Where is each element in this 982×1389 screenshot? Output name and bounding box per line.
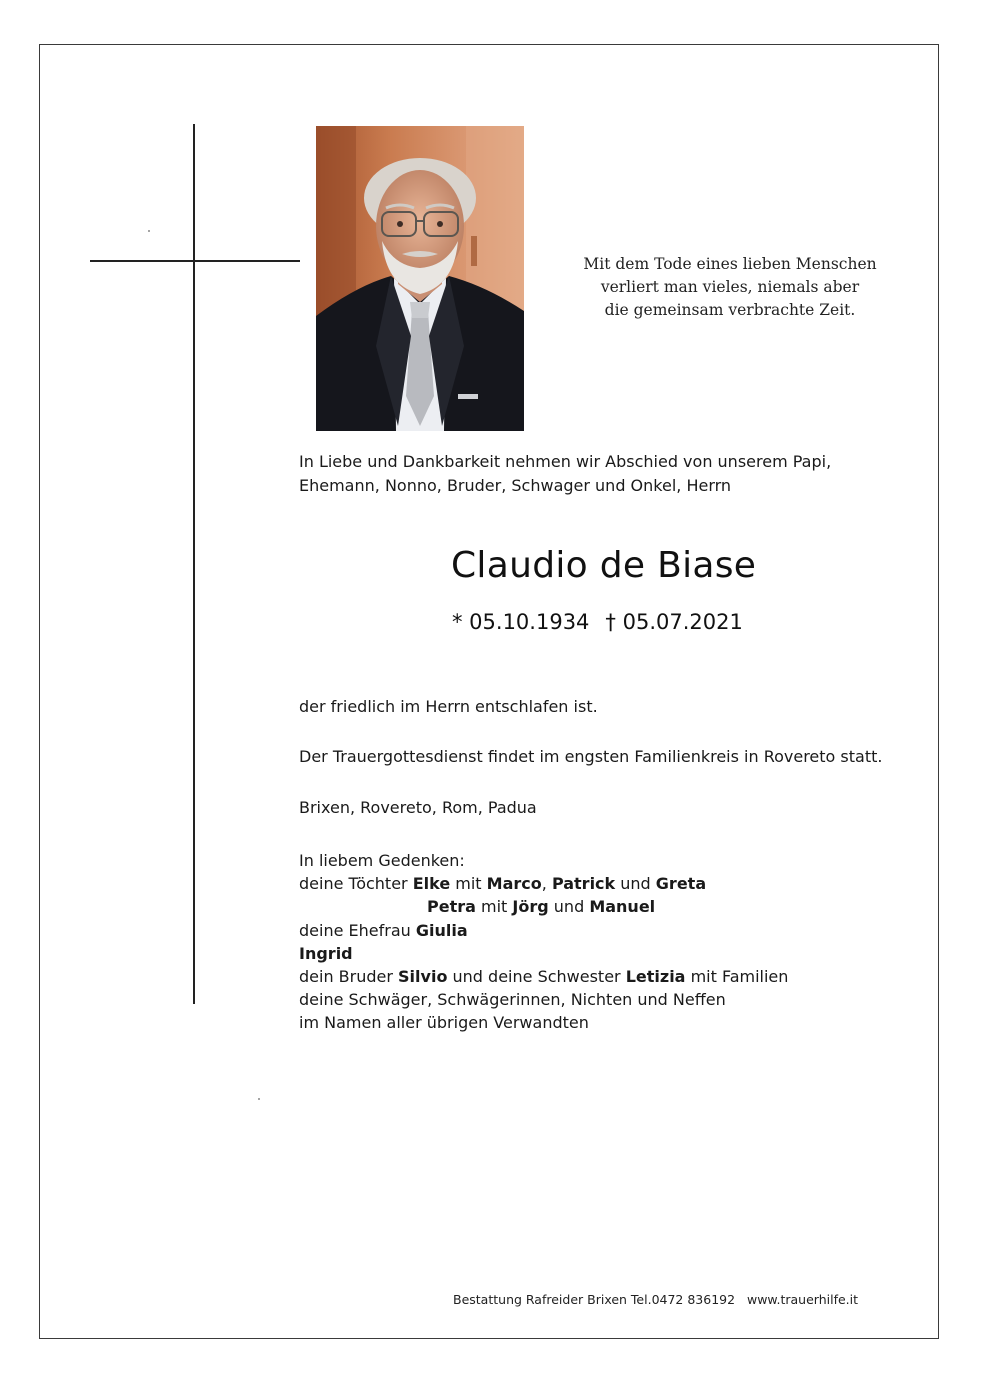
mourner-name: Jörg [512, 897, 549, 917]
connector: mit [475, 897, 513, 917]
mourner-name: Ingrid [299, 943, 353, 963]
cross-horizontal-bar [90, 260, 300, 262]
mourners-heading: In liebem Gedenken: [299, 851, 465, 870]
mourner-name: Marco [486, 874, 542, 894]
passed-text: der friedlich im Herrn entschlafen ist. [299, 697, 598, 716]
intro-line-2: Ehemann, Nonno, Bruder, Schwager und Onkel, Herrn [299, 476, 732, 495]
daughter-petra-row [299, 895, 788, 918]
scan-speck [258, 1098, 260, 1100]
connector: und [615, 874, 656, 894]
relatives-row: im Namen aller übrigen Verwandten [299, 1013, 589, 1033]
quote-line: die gemeinsam verbrachte Zeit. [604, 301, 856, 319]
deceased-name: Claudio de Biase [451, 545, 757, 586]
connector: mit [450, 874, 487, 894]
mourners-list [299, 849, 788, 1035]
daughters-row [299, 872, 788, 895]
siblings-row [299, 965, 788, 988]
mourner-name: Manuel [589, 897, 656, 917]
quote-line: Mit dem Tode eines lieben Menschen [583, 255, 877, 273]
wife-prefix: deine Ehefrau [299, 920, 416, 940]
intro-line-1: In Liebe und Dankbarkeit nehmen wir Abschied von unserem Papi, [299, 452, 832, 471]
connector: und [548, 897, 590, 917]
memorial-quote [565, 253, 895, 322]
mourner-name: Elke [412, 874, 451, 894]
quote-line: verliert man vieles, niemals aber [600, 278, 860, 296]
mourner-name: Silvio [398, 967, 448, 987]
ingrid-row [299, 942, 788, 965]
death-date: † 05.07.2021 [605, 610, 743, 634]
connector: und deine Schwester [447, 967, 626, 987]
scan-speck [148, 230, 150, 232]
life-dates [452, 610, 743, 634]
inlaws-row: deine Schwäger, Schwägerinnen, Nichten und Neffen [299, 990, 726, 1010]
funeral-home-footer: Bestattung Rafreider Brixen Tel.0472 836192 www.trauerhilfe.it [453, 1292, 859, 1307]
mourner-name: Petra [427, 897, 476, 917]
mourner-name: Letizia [625, 967, 686, 987]
mourner-name: Giulia [415, 920, 468, 940]
daughters-prefix: deine Töchter [299, 874, 413, 894]
brother-prefix: dein Bruder [299, 967, 399, 987]
portrait-photo [316, 126, 524, 431]
service-text: Der Trauergottesdienst findet im engsten Familienkreis in Rovereto statt. [299, 747, 883, 766]
mourner-name: Greta [655, 874, 707, 894]
birth-date: * 05.10.1934 [452, 610, 590, 634]
intro-text [299, 450, 831, 498]
places-text: Brixen, Rovereto, Rom, Padua [299, 798, 537, 817]
wife-row [299, 919, 788, 942]
mourner-name: Patrick [551, 874, 616, 894]
cross-vertical-bar [193, 124, 195, 1004]
connector: mit Familien [685, 967, 789, 987]
connector: , [541, 874, 552, 894]
